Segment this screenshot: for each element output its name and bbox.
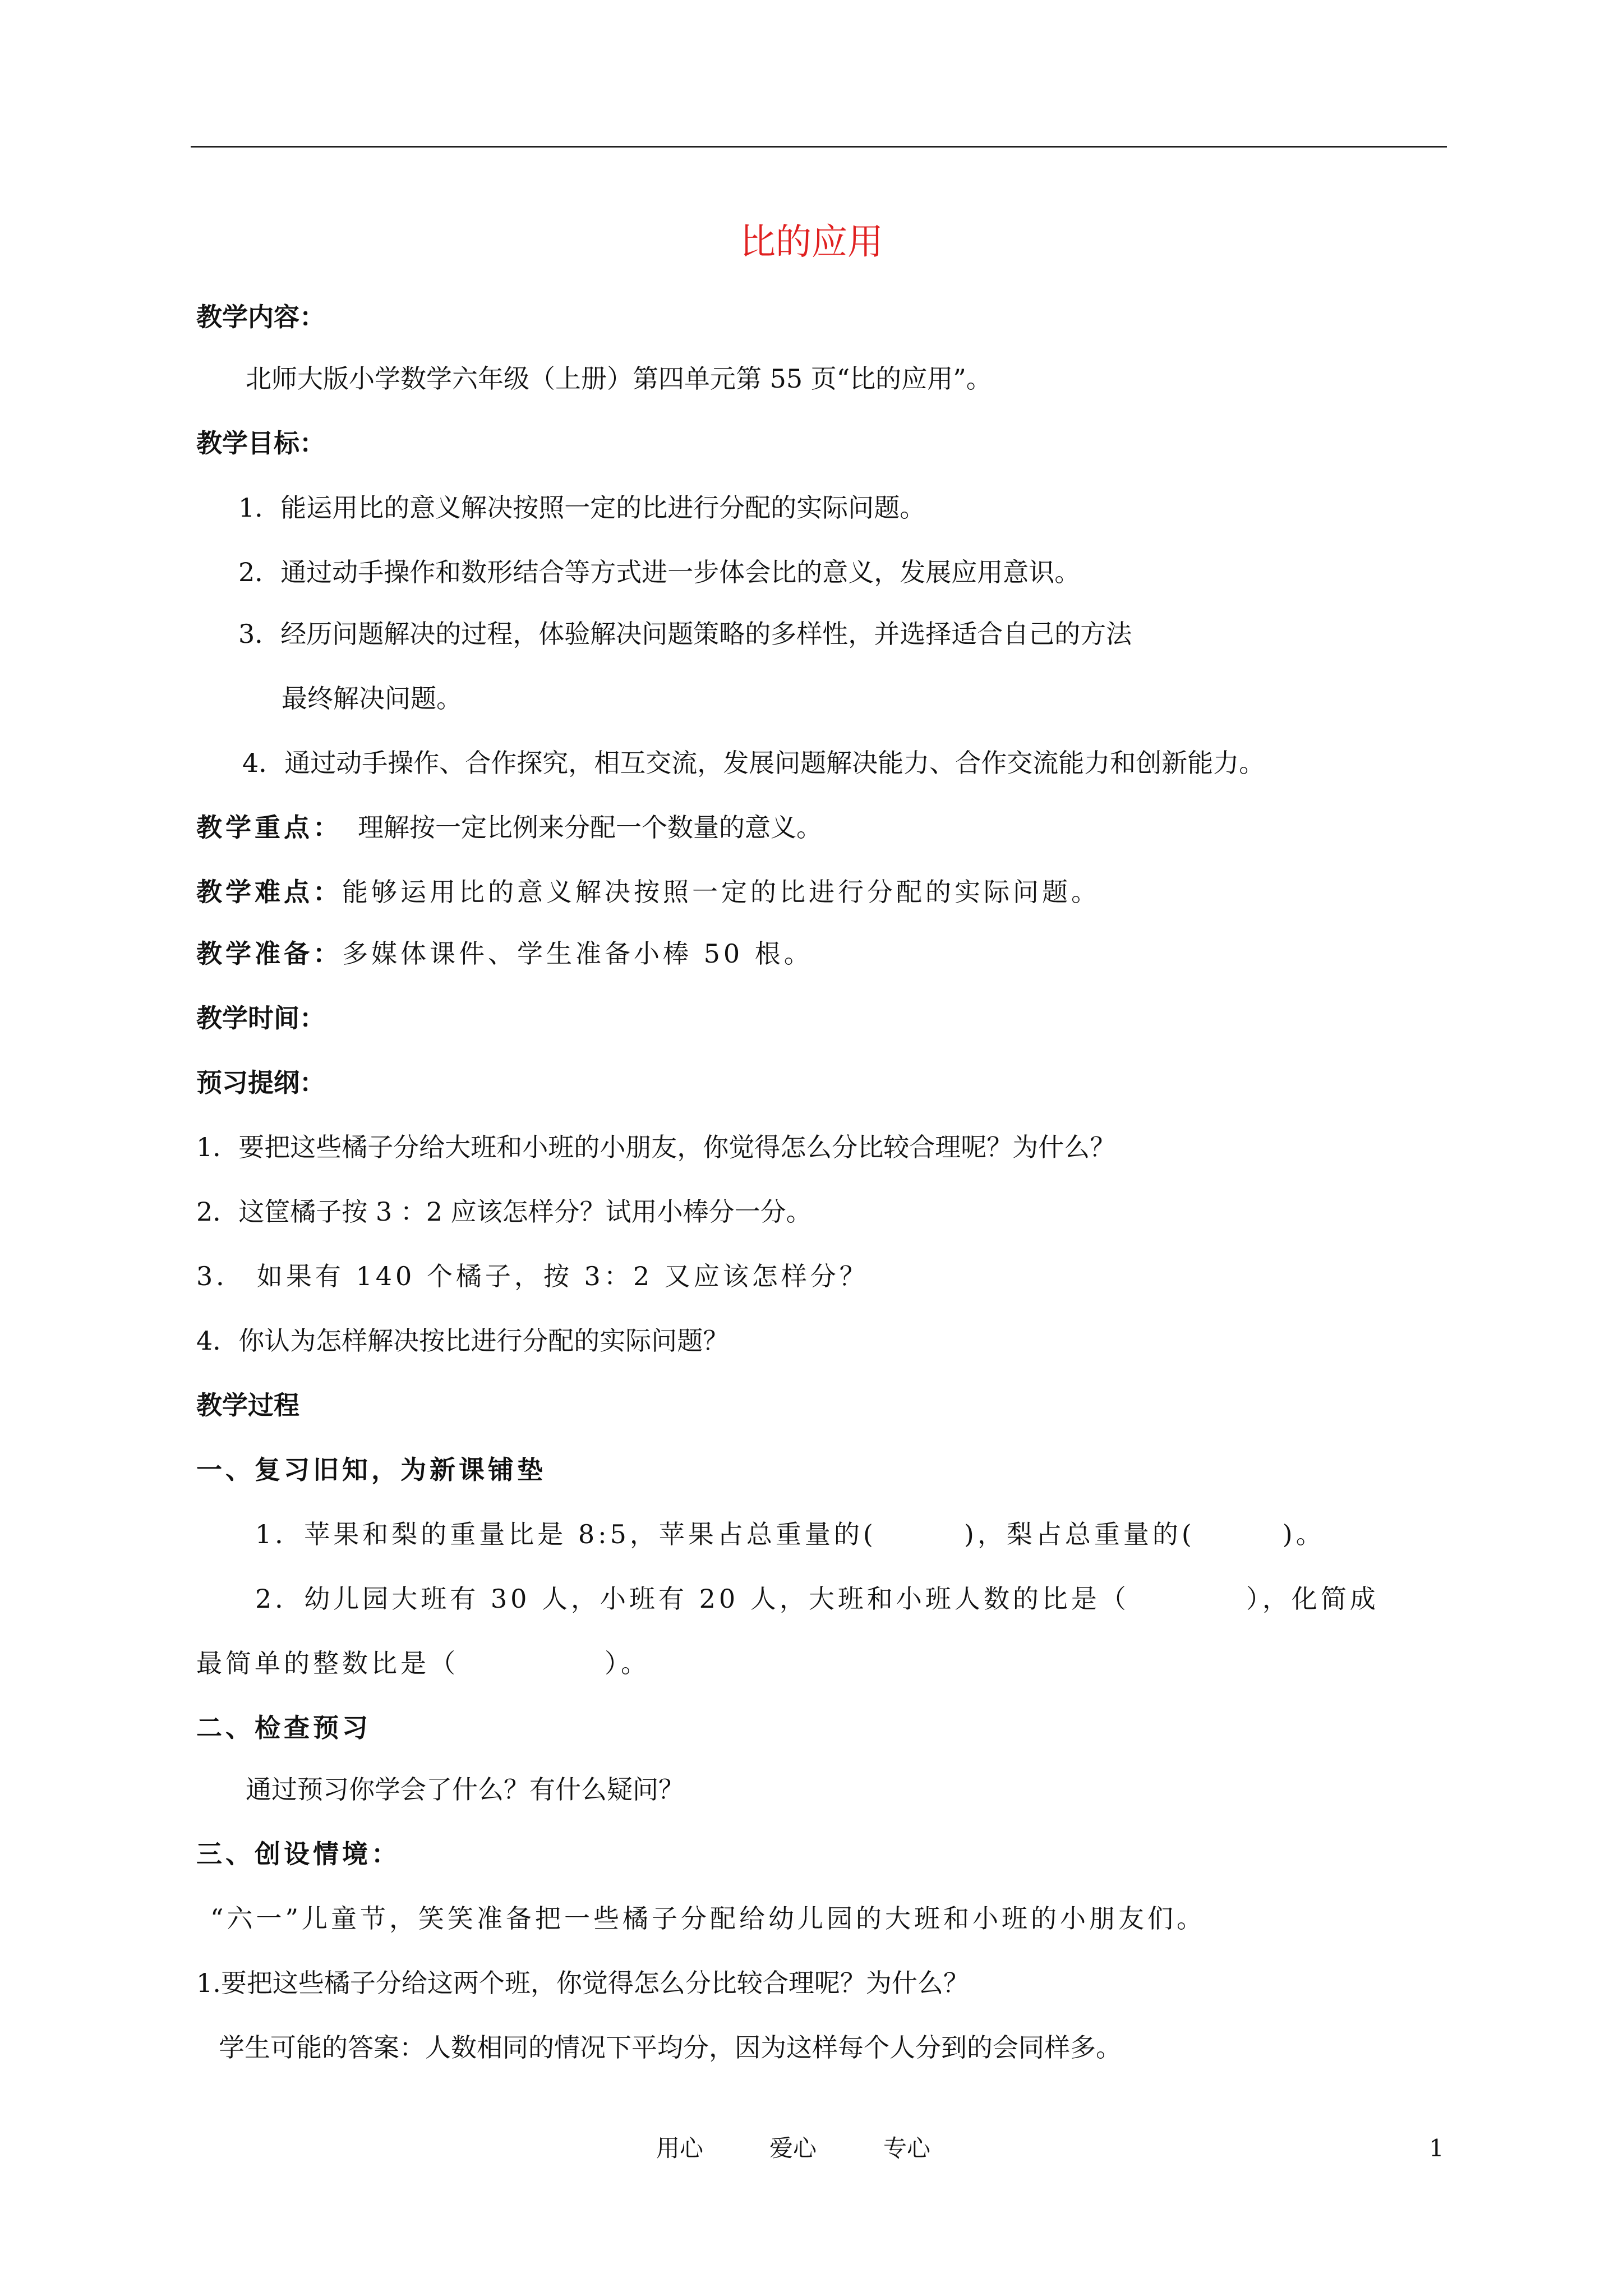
preview-item-3: 3． 如果有 140 个橘子，按 3：2 又应该怎样分？ [196,1261,869,1291]
section2-heading: 二、检查预习 [196,1713,371,1743]
difficulty-text: 能够运用比的意义解决按照一定的比进行分配的实际问题。 [342,877,1100,907]
goal-item-3: 3．经历问题解决的过程，体验解决问题策略的多样性，并选择适合自己的方法 [238,619,1132,649]
section1-item-2: 2．幼儿园大班有 30 人，小班有 20 人，大班和小班人数的比是（ ），化简成 [255,1584,1379,1614]
goal-item-3-continued: 最终解决问题。 [282,683,462,714]
section3-text-3: 学生可能的答案：人数相同的情况下平均分，因为这样每个人分到的会同样多。 [219,2032,1122,2063]
goal-item-1: 1．能运用比的意义解决按照一定的比进行分配的实际问题。 [238,493,926,523]
goal-item-2: 2．通过动手操作和数形结合等方式进一步体会比的意义，发展应用意识。 [238,557,1081,587]
page-title: 比的应用 [740,222,883,263]
section1-item-2-continued: 最简单的整数比是（ ）。 [196,1648,650,1678]
time-label: 教学时间： [196,1003,325,1033]
footer-motto-2: 爱心 [769,2134,817,2162]
section3-text-1: “六一”儿童节，笑笑准备把一些橘子分配给幼儿园的大班和小班的小朋友们。 [210,1903,1206,1934]
section3-text-2: 1.要把这些橘子分给这两个班，你觉得怎么分比较合理呢？为什么？ [196,1968,969,1998]
difficulty-row [196,875,1100,909]
page-number: 1 [1429,2134,1444,2162]
process-heading: 教学过程 [196,1390,299,1420]
goals-heading: 教学目标： [196,428,325,458]
keypoint-text: 理解按一定比例来分配一个数量的意义。 [358,812,822,843]
section2-text: 通过预习你学会了什么？有什么疑问？ [246,1774,684,1805]
section1-item-1: 1．苹果和梨的重量比是 8:5，苹果占总重量的( )，梨占总重量的( )。 [255,1519,1325,1549]
preview-heading: 预习提纲： [196,1068,325,1098]
keypoint-label: 教学重点： [196,812,342,843]
preview-item-2: 2．这筐橘子按 3 ：2 应该怎样分？试用小棒分一分。 [196,1197,812,1227]
footer-motto-1: 用心 [656,2134,704,2162]
preparation-row [196,937,813,970]
goal-item-4: 4．通过动手操作、合作探究，相互交流，发展问题解决能力、合作交流能力和创新能力。 [242,748,1265,778]
section1-heading: 一、复习旧知，为新课铺垫 [196,1455,546,1485]
footer-motto-3: 专心 [883,2134,931,2162]
preview-item-4: 4．你认为怎样解决按比进行分配的实际问题？ [196,1326,729,1356]
content-text: 北师大版小学数学六年级（上册）第四单元第 55 页“比的应用”。 [246,364,992,394]
section3-heading: 三、创设情境： [196,1839,400,1869]
preview-item-1: 1．要把这些橘子分给大班和小班的小朋友，你觉得怎么分比较合理呢？为什么？ [196,1132,1116,1162]
preparation-text: 多媒体课件、学生准备小棒 50 根。 [342,938,813,969]
preparation-label: 教学准备： [196,938,342,969]
difficulty-label: 教学难点： [196,877,342,907]
header-rule [191,146,1447,148]
keypoint-row [196,811,822,844]
content-heading: 教学内容： [196,302,325,332]
